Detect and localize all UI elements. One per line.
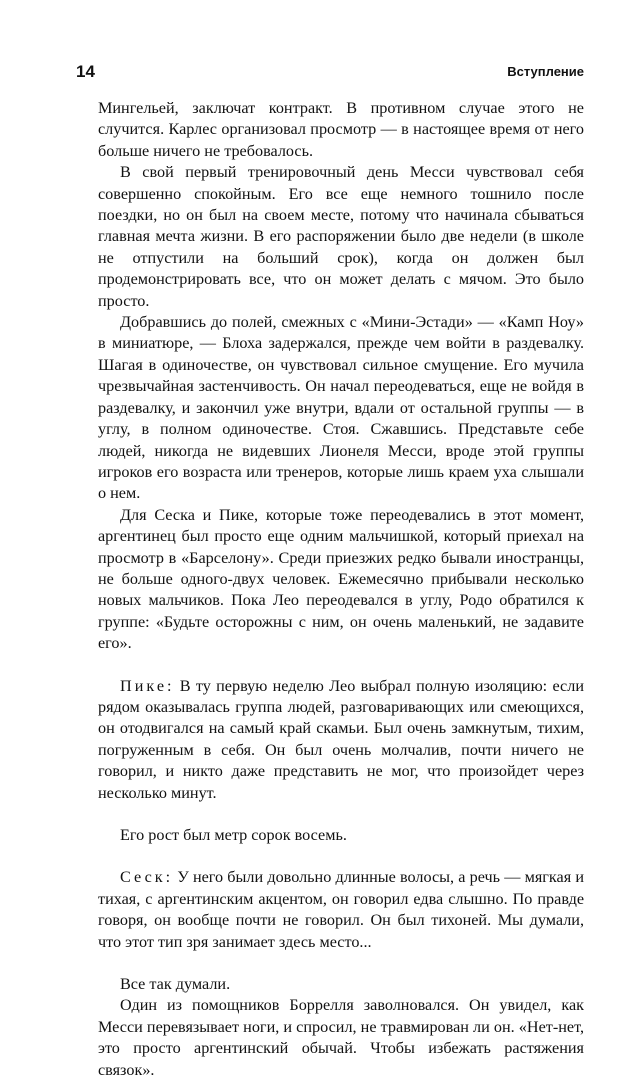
running-head: Вступление (507, 64, 584, 79)
paragraph: Мингельей, заключат контракт. В противном случае этого не случится. Карлес организовал просмотр — в настоящее время от него больше ничего не требовалось. (98, 99, 584, 160)
body-text (98, 98, 584, 1081)
paragraph: Один из помощников Боррелля заволновался. Он увидел, как Месси перевязывает ноги, и спросил, не травмирован ли он. «Нет-нет, это просто аргентинский обычай. Чтобы избежать растяжения связок». (98, 996, 584, 1079)
quote-pike (98, 676, 584, 804)
page-number: 14 (76, 62, 95, 81)
quote-text: У него были довольно длинные волосы, а речь — мягкая и тихая, с аргентинским акцентом, он говорил едва слышно. По правде говоря, он вообще почти не говорил. Он был тихоней. Мы думали, что этот тип зря занимает здесь место... (98, 868, 584, 951)
quote-text: В ту первую неделю Лео выбрал полную изоляцию: если рядом оказывалась группа людей, разговаривающих или смеющихся, он отодвигался на самый край скамьи. Был очень замкнутым, тихим, погруженным в себя. Он был очень молчалив, почти ничего не говорил, и никто даже представить не мог, что произойдет через несколько минут. (98, 676, 584, 802)
paragraph-height: Его рост был метр сорок восемь. (120, 826, 347, 844)
speaker-name: Пике: (120, 676, 175, 695)
page-header (76, 62, 584, 84)
paragraph: Добравшись до полей, смежных с «Мини-Эстади» — «Камп Ноу» в миниатюре, — Блоха задержался, прежде чем войти в раздевалку. Шагая в одиночестве, он чувствовал сильное смущение. Его мучила чрезвычайная застенчивость. Он начал переодеваться, еще не войдя в раздевалку, и закончил уже внутри, вдали от остальной группы — в углу, в полном одиночестве. Стоя. Сжавшись. Представьте себе людей, никогда не видевших Лионеля Месси, вроде этой группы игроков его возраста или тренеров, которые лишь краем уха слышали о нем. (98, 313, 584, 503)
paragraph: Все так думали. (120, 975, 231, 994)
paragraph: Для Сеска и Пике, которые тоже переодевались в этот момент, аргентинец был просто еще одним мальчишкой, который приехал на просмотр в «Барселону». Среди приезжих редко бывали иностранцы, не больше одного-двух человек. Ежемесячно прибывали несколько новых мальчиков. Пока Лео переодевался в углу, Родо обратился к группе: «Будьте осторожны с ним, он очень маленький, не задавите его». (98, 505, 584, 653)
speaker-name: Сеск: (120, 868, 174, 887)
quote-cesc (98, 867, 584, 953)
paragraph: В свой первый тренировочный день Месси чувствовал себя совершенно спокойным. Его все еще немного тошнило после поездки, но он был на своем месте, потому что начинала сбываться главная мечта жизни. В его распоряжении было две недели (в школе не отпустили на больший срок), когда он должен был продемонстрировать все, что он может делать с мячом. Это было просто. (98, 163, 584, 310)
